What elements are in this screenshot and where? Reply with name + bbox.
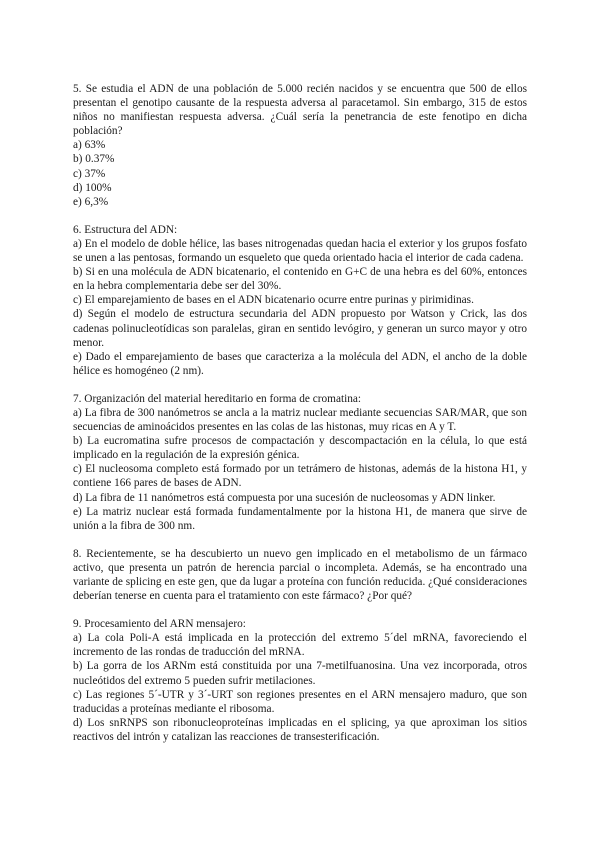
question-5-option-c: c) 37% xyxy=(73,167,106,180)
question-9-option-c: c) Las regiones 5´-UTR y 3´-URT son regiones presentes en el ARN mensajero maduro, que son traducidas a proteínas mediante el ribosoma. xyxy=(73,688,527,715)
question-6-option-e: e) Dado el emparejamiento de bases que caracteriza a la molécula del ADN, el ancho de la doble hélice es homogéneo (2 nm). xyxy=(73,350,527,377)
question-5-option-b: b) 0.37% xyxy=(73,153,115,166)
document-page xyxy=(73,82,527,758)
question-7-option-e: e) La matriz nuclear está formada fundamentalmente por la histona H1, de manera que sirve de unión a la fibra de 300 nm. xyxy=(73,505,527,532)
question-9-stem: 9. Procesamiento del ARN mensajero: xyxy=(73,618,246,631)
question-5 xyxy=(73,82,527,209)
question-7-stem: 7. Organización del material hereditario en forma de cromatina: xyxy=(73,392,362,405)
question-7-option-c: c) El nucleosoma completo está formado por un tetrámero de histonas, además de la histona H1, y contiene 166 pares de bases de ADN. xyxy=(73,463,527,490)
question-5-option-a: a) 63% xyxy=(73,139,106,152)
question-7 xyxy=(73,392,527,533)
question-5-stem: 5. Se estudia el ADN de una población de 5.000 recién nacidos y se encuentra que 500 de ellos presentan el genotipo causante de la respuesta adversa al paracetamol. Sin embargo, 315 de estos niños no manifiestan respuesta adversa. ¿Cuál sería la penetrancia de este fenotipo en dicha población? xyxy=(73,83,527,138)
question-5-option-e: e) 6,3% xyxy=(73,195,109,208)
question-7-option-b: b) La eucromatina sufre procesos de compactación y descompactación en la célula, lo que está implicado en la regulación de la expresión génica. xyxy=(73,435,527,462)
question-6-option-c: c) El emparejamiento de bases en el ADN bicatenario ocurre entre purinas y pirimidinas. xyxy=(73,294,474,307)
question-6-option-d: d) Según el modelo de estructura secundaria del ADN propuesto por Watson y Crick, las dos cadenas polinucleotídicas son paralelas, giran en sentido levógiro, y generan un surco mayor y otro menor. xyxy=(73,308,527,349)
question-6-option-a: a) En el modelo de doble hélice, las bases nitrogenadas quedan hacia el exterior y los grupos fosfato se unen a las pentosas, formando un esqueleto que queda orientado hacia el interior de cada cadena. xyxy=(73,237,527,265)
question-6-option-b: b) Si en una molécula de ADN bicatenario, el contenido en G+C de una hebra es del 60%, entonces en la hebra complementaria debe ser del 30%. xyxy=(73,266,527,293)
question-7-option-a: a) La fibra de 300 nanómetros se ancla a la matriz nuclear mediante secuencias SAR/MAR, que son secuencias de aminoácidos presentes en las colas de las histonas, muy ricas en A y T. xyxy=(73,406,527,434)
question-9 xyxy=(73,617,527,744)
question-7-option-d: d) La fibra de 11 nanómetros está compuesta por una sucesión de nucleosomas y ADN linker. xyxy=(73,491,496,504)
question-9-option-b: b) La gorra de los ARNm está constituida por una 7-metilfuanosina. Una vez incorporada, otros nucleótidos del extremo 5 pueden sufrir metilaciones. xyxy=(73,660,527,687)
question-5-option-d: d) 100% xyxy=(73,181,112,194)
question-8-stem: 8. Recientemente, se ha descubierto un nuevo gen implicado en el metabolismo de un fármaco activo, que presenta un patrón de herencia parcial o incompleta. Además, se ha encontrado una variante de splicing en este gen, que da lugar a proteína con función reducida. ¿Qué consideraciones deberían tenerse en cuenta para el tratamiento con este fármaco? ¿Por qué? xyxy=(73,547,527,603)
question-8 xyxy=(73,547,527,603)
question-6-stem: 6. Estructura del ADN: xyxy=(73,223,178,236)
question-9-option-a: a) La cola Poli-A está implicada en la protección del extremo 5´del mRNA, favoreciendo el incremento de las rondas de traducción del mRNA. xyxy=(73,632,527,659)
question-6 xyxy=(73,223,527,378)
question-9-option-d: d) Los snRNPS son ribonucleoproteínas implicadas en el splicing, ya que aproximan los sitios reactivos del intrón y catalizan las reacciones de transesterificación. xyxy=(73,716,527,743)
